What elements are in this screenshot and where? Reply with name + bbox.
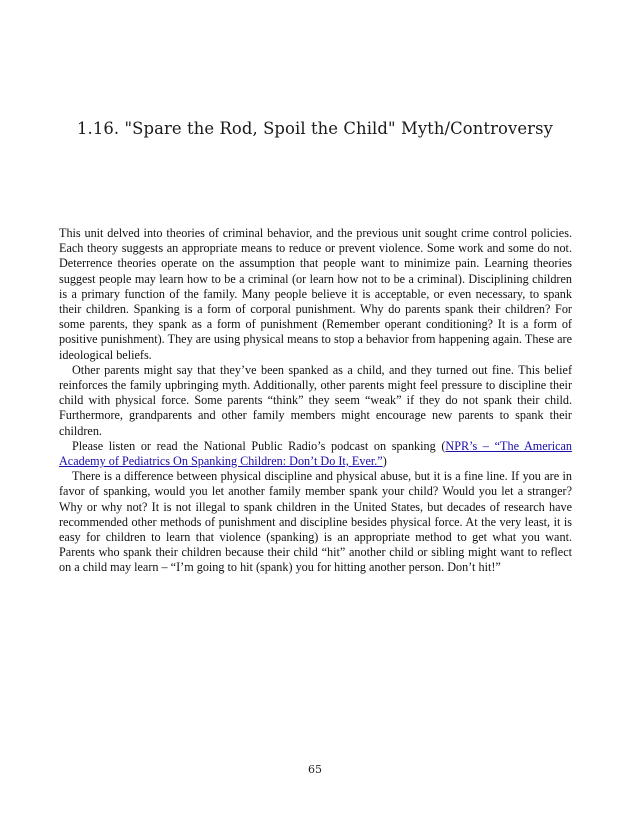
body-text (59, 226, 572, 576)
npr-podcast-link[interactable]: NPR’s – “The American Academy of Pediatrics On Spanking Children: Don’t Do It, Ever.” (59, 438, 572, 469)
paragraph-4: There is a difference between physical discipline and physical abuse, but it is a fine line. If you are in favor of spanking, would you let another family member spank your child? Would you let a stranger? Why or why not? It is not illegal to spank children in the United States, but decades of research have recommended other methods of punishment and discipline besides physical force. At the very least, it is easy for children to learn that violence (spanking) is an appropriate method to get what you want. Parents who spank their children because their child “hit” another child or sibling might want to reflect on a child may learn – “I’m going to hit (spank) you for hitting another person. Don’t hit!” (59, 469, 572, 575)
paragraph-3-after: ) (382, 454, 387, 469)
page-number: 65 (308, 763, 322, 776)
paragraph-3 (59, 439, 572, 469)
paragraph-3-before: Please listen or read the National Public Radio’s podcast on spanking ( (72, 438, 446, 453)
paragraph-2: Other parents might say that they’ve been spanked as a child, and they turned out fine. This belief reinforces the family upbringing myth. Additionally, other parents might feel pressure to discipline their child with physical force. Some parents “think” they seem “weak” if they do not spank their child. Furthermore, grandparents and other family members might encourage new parents to spank their children. (59, 362, 572, 438)
page-title: 1.16. "Spare the Rod, Spoil the Child" Myth/Controversy (77, 119, 553, 138)
paragraph-1: This unit delved into theories of criminal behavior, and the previous unit sought crime control policies. Each theory suggests an appropriate means to reduce or prevent violence. Some work and some do not. Deterrence theories operate on the assumption that people want to minimize pain. Learning theories suggest people may learn how to be a criminal (or learn how not to be a criminal). Disciplining children is a primary function of the family. Many people believe it is acceptable, or even necessary, to spank their children. Spanking is a form of corporal punishment. Why do parents spank their children? For some parents, they spank as a form of punishment (Remember operant conditioning? It is a form of positive punishment). They are using physical means to stop a behavior from happening again. These are ideological beliefs. (59, 226, 572, 362)
